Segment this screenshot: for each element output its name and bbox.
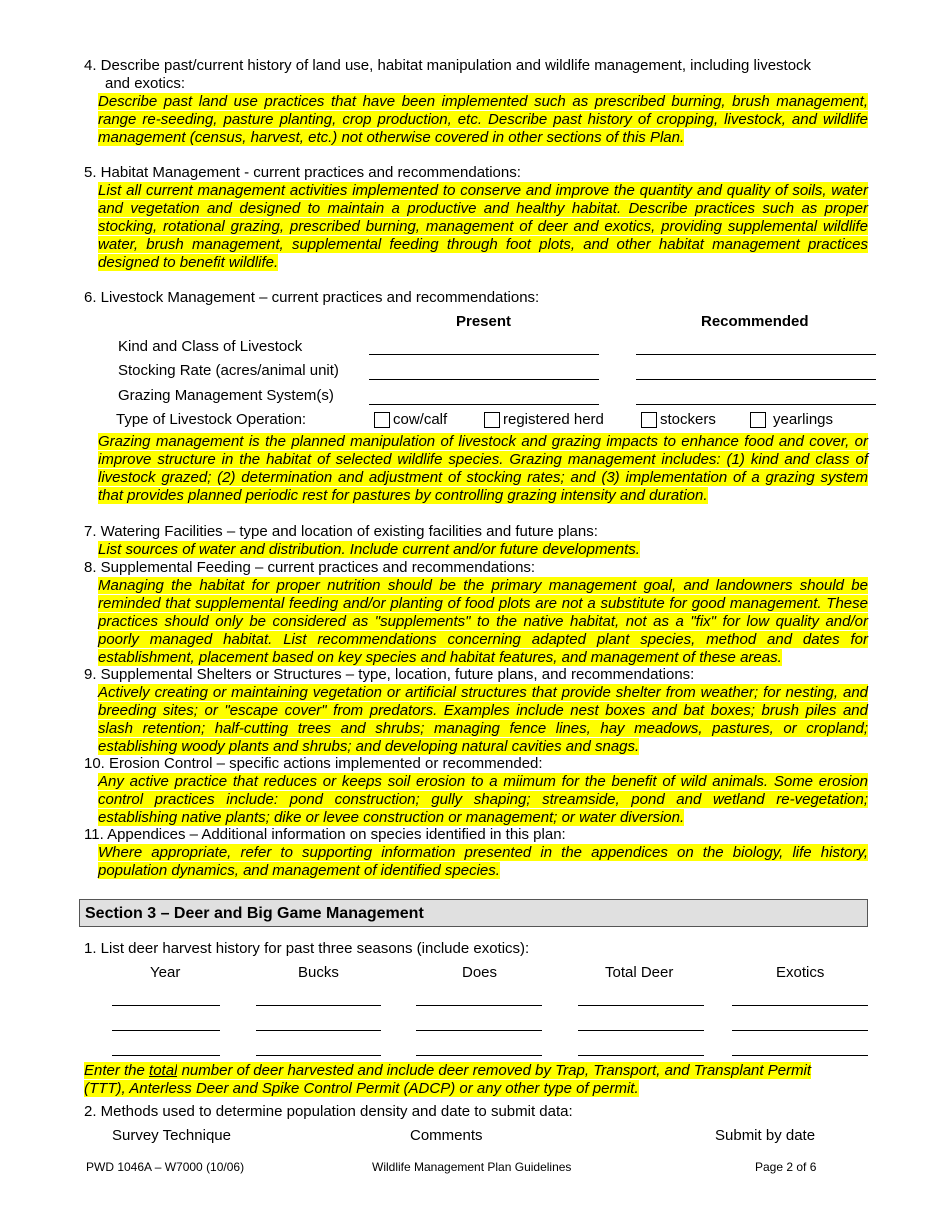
stocking-recommended-field[interactable]	[636, 379, 876, 380]
harvest-year-field-2[interactable]	[112, 1030, 220, 1031]
section-3-header	[79, 899, 868, 927]
stockers-label: stockers	[660, 411, 716, 428]
stockers-checkbox[interactable]	[641, 412, 657, 428]
item-6-question: 6. Livestock Management – current practices and recommendations:	[84, 289, 540, 306]
harvest-year-field-3[interactable]	[112, 1055, 220, 1056]
footer-page-number: Page 2 of 6	[755, 1160, 817, 1174]
section-3-title: Section 3 – Deer and Big Game Management	[85, 905, 424, 922]
grazing-recommended-field[interactable]	[636, 404, 876, 405]
harvest-total-field-3[interactable]	[578, 1055, 704, 1056]
item-5-question: 5. Habitat Management - current practices and recommendations:	[84, 164, 521, 181]
section-3-q1: 1. List deer harvest history for past three seasons (include exotics):	[84, 940, 530, 957]
harvest-does-field-2[interactable]	[416, 1030, 542, 1031]
section-3-q2: 2. Methods used to determine population density and date to submit data:	[84, 1103, 573, 1120]
col-does: Does	[462, 964, 498, 981]
harvest-does-field-1[interactable]	[416, 1005, 542, 1006]
harvest-exotics-field-3[interactable]	[732, 1055, 868, 1056]
col-exotics: Exotics	[776, 964, 825, 981]
harvest-does-field-3[interactable]	[416, 1055, 542, 1056]
row-stocking-rate: Stocking Rate (acres/animal unit)	[118, 362, 339, 379]
item-4-question: 4. Describe past/current history of land use, habitat manipulation and wildlife management, including livestock	[84, 57, 812, 74]
harvest-bucks-field-2[interactable]	[256, 1030, 381, 1031]
col-recommended: Recommended	[701, 313, 809, 330]
registered-herd-checkbox[interactable]	[484, 412, 500, 428]
harvest-bucks-field-1[interactable]	[256, 1005, 381, 1006]
col-present: Present	[456, 313, 512, 330]
cowcalf-label: cow/calf	[393, 411, 448, 428]
harvest-total-field-1[interactable]	[578, 1005, 704, 1006]
kind-present-field[interactable]	[369, 354, 599, 355]
section-3-harvest-instructions: Enter the total number of deer harvested and include deer removed by Trap, Transport, and Transplant Permit (TTT), Anterless Deer and Spike Control Permit (ADCP) or any other type of permit.	[84, 1062, 812, 1097]
item-5-instructions: List all current management activities implemented to conserve and improve the quantity and quality of soils, water and vegetation and designed to maintain a productive and healthy habitat. Describe practices such as proper stocking, rotational grazing, prescribed burning, management of deer and exotics, providing supplemental wildlife water, brush management, supplemental feeding through foot plots, and other habitat management practices designed to benefit wildlife.	[98, 182, 868, 271]
item-11-question: 11. Appendices – Additional information on species identified in this plan:	[84, 826, 566, 843]
item-10-instructions: Any active practice that reduces or keeps soil erosion to a miimum for the benefit of wild animals. Some erosion control practices include: pond construction; gully shaping; streamside, pond and wetland re-vegetation; establishing native plants; dike or levee construction or management; or water diversion.	[98, 773, 868, 826]
col-comments: Comments	[410, 1127, 483, 1144]
col-bucks: Bucks	[298, 964, 339, 981]
footer-document-title: Wildlife Management Plan Guidelines	[372, 1160, 572, 1174]
footer-form-number: PWD 1046A – W7000 (10/06)	[86, 1160, 245, 1174]
harvest-exotics-field-1[interactable]	[732, 1005, 868, 1006]
row-grazing-system: Grazing Management System(s)	[118, 387, 334, 404]
col-total-deer: Total Deer	[605, 964, 674, 981]
item-6-instructions: Grazing management is the planned manipulation of livestock and grazing impacts to enhance food and cover, or improve structure in the habitat of selected wildlife species. Grazing management includes: (1) kind and class of livestock grazed; (2) determination and adjustment of stocking rates; and (3) implementation of a grazing system that provides planned periodic rest for pastures by controlling grazing intensity and duration.	[98, 433, 868, 504]
harvest-year-field-1[interactable]	[112, 1005, 220, 1006]
cowcalf-checkbox[interactable]	[374, 412, 390, 428]
row-operation-type: Type of Livestock Operation:	[116, 411, 307, 428]
col-survey-technique: Survey Technique	[112, 1127, 231, 1144]
grazing-present-field[interactable]	[369, 404, 599, 405]
col-submit-by-date: Submit by date	[715, 1127, 816, 1144]
item-10-question: 10. Erosion Control – specific actions implemented or recommended:	[84, 755, 543, 772]
col-year: Year	[150, 964, 181, 981]
registered-herd-label: registered herd	[503, 411, 604, 428]
item-8-question: 8. Supplemental Feeding – current practices and recommendations:	[84, 559, 536, 576]
kind-recommended-field[interactable]	[636, 354, 876, 355]
item-9-question: 9. Supplemental Shelters or Structures – type, location, future plans, and recommendations:	[84, 666, 695, 683]
item-4-instructions: Describe past land use practices that have been implemented such as prescribed burning, brush management, range re-seeding, pasture planting, crop production, etc. Describe past history of cropping, livestock, and wildlife management (census, harvest, etc.) not otherwise covered in other sections of this Plan.	[98, 93, 868, 146]
item-7-question: 7. Watering Facilities – type and location of existing facilities and future plans:	[84, 523, 598, 540]
item-8-instructions: Managing the habitat for proper nutrition should be the primary management goal, and landowners should be reminded that supplemental feeding and/or planting of food plots are not a substitute for good management. These practices should only be considered as "supplements" to the native habitat, not as a "fix" for low quality and/or poorly managed habitat. List recommendations concerning adapted plant species, method and dates for establishment, placement based on key species and habitat features, and management of these areas.	[98, 577, 868, 666]
harvest-exotics-field-2[interactable]	[732, 1030, 868, 1031]
yearlings-checkbox[interactable]	[750, 412, 766, 428]
harvest-bucks-field-3[interactable]	[256, 1055, 381, 1056]
item-4-question-cont: and exotics:	[105, 75, 186, 92]
item-11-instructions: Where appropriate, refer to supporting information presented in the appendices on the biology, life history, population dynamics, and management of identified species.	[98, 844, 868, 879]
item-9-instructions: Actively creating or maintaining vegetation or artificial structures that provide shelter from weather; for nesting, and breeding sites; or "escape cover" from predators. Examples include nest boxes and bat boxes; brush piles and slash retention; half-cutting trees and shrubs; managing fence lines, hay meadows, pastures, or cropland; establishing woody plants and shrubs; and developing natural cavities and snags.	[98, 684, 868, 755]
item-7-instructions: List sources of water and distribution. Include current and/or future developments.	[98, 541, 640, 558]
row-kind-class: Kind and Class of Livestock	[118, 338, 303, 355]
stocking-present-field[interactable]	[369, 379, 599, 380]
harvest-total-field-2[interactable]	[578, 1030, 704, 1031]
yearlings-label: yearlings	[773, 411, 834, 428]
